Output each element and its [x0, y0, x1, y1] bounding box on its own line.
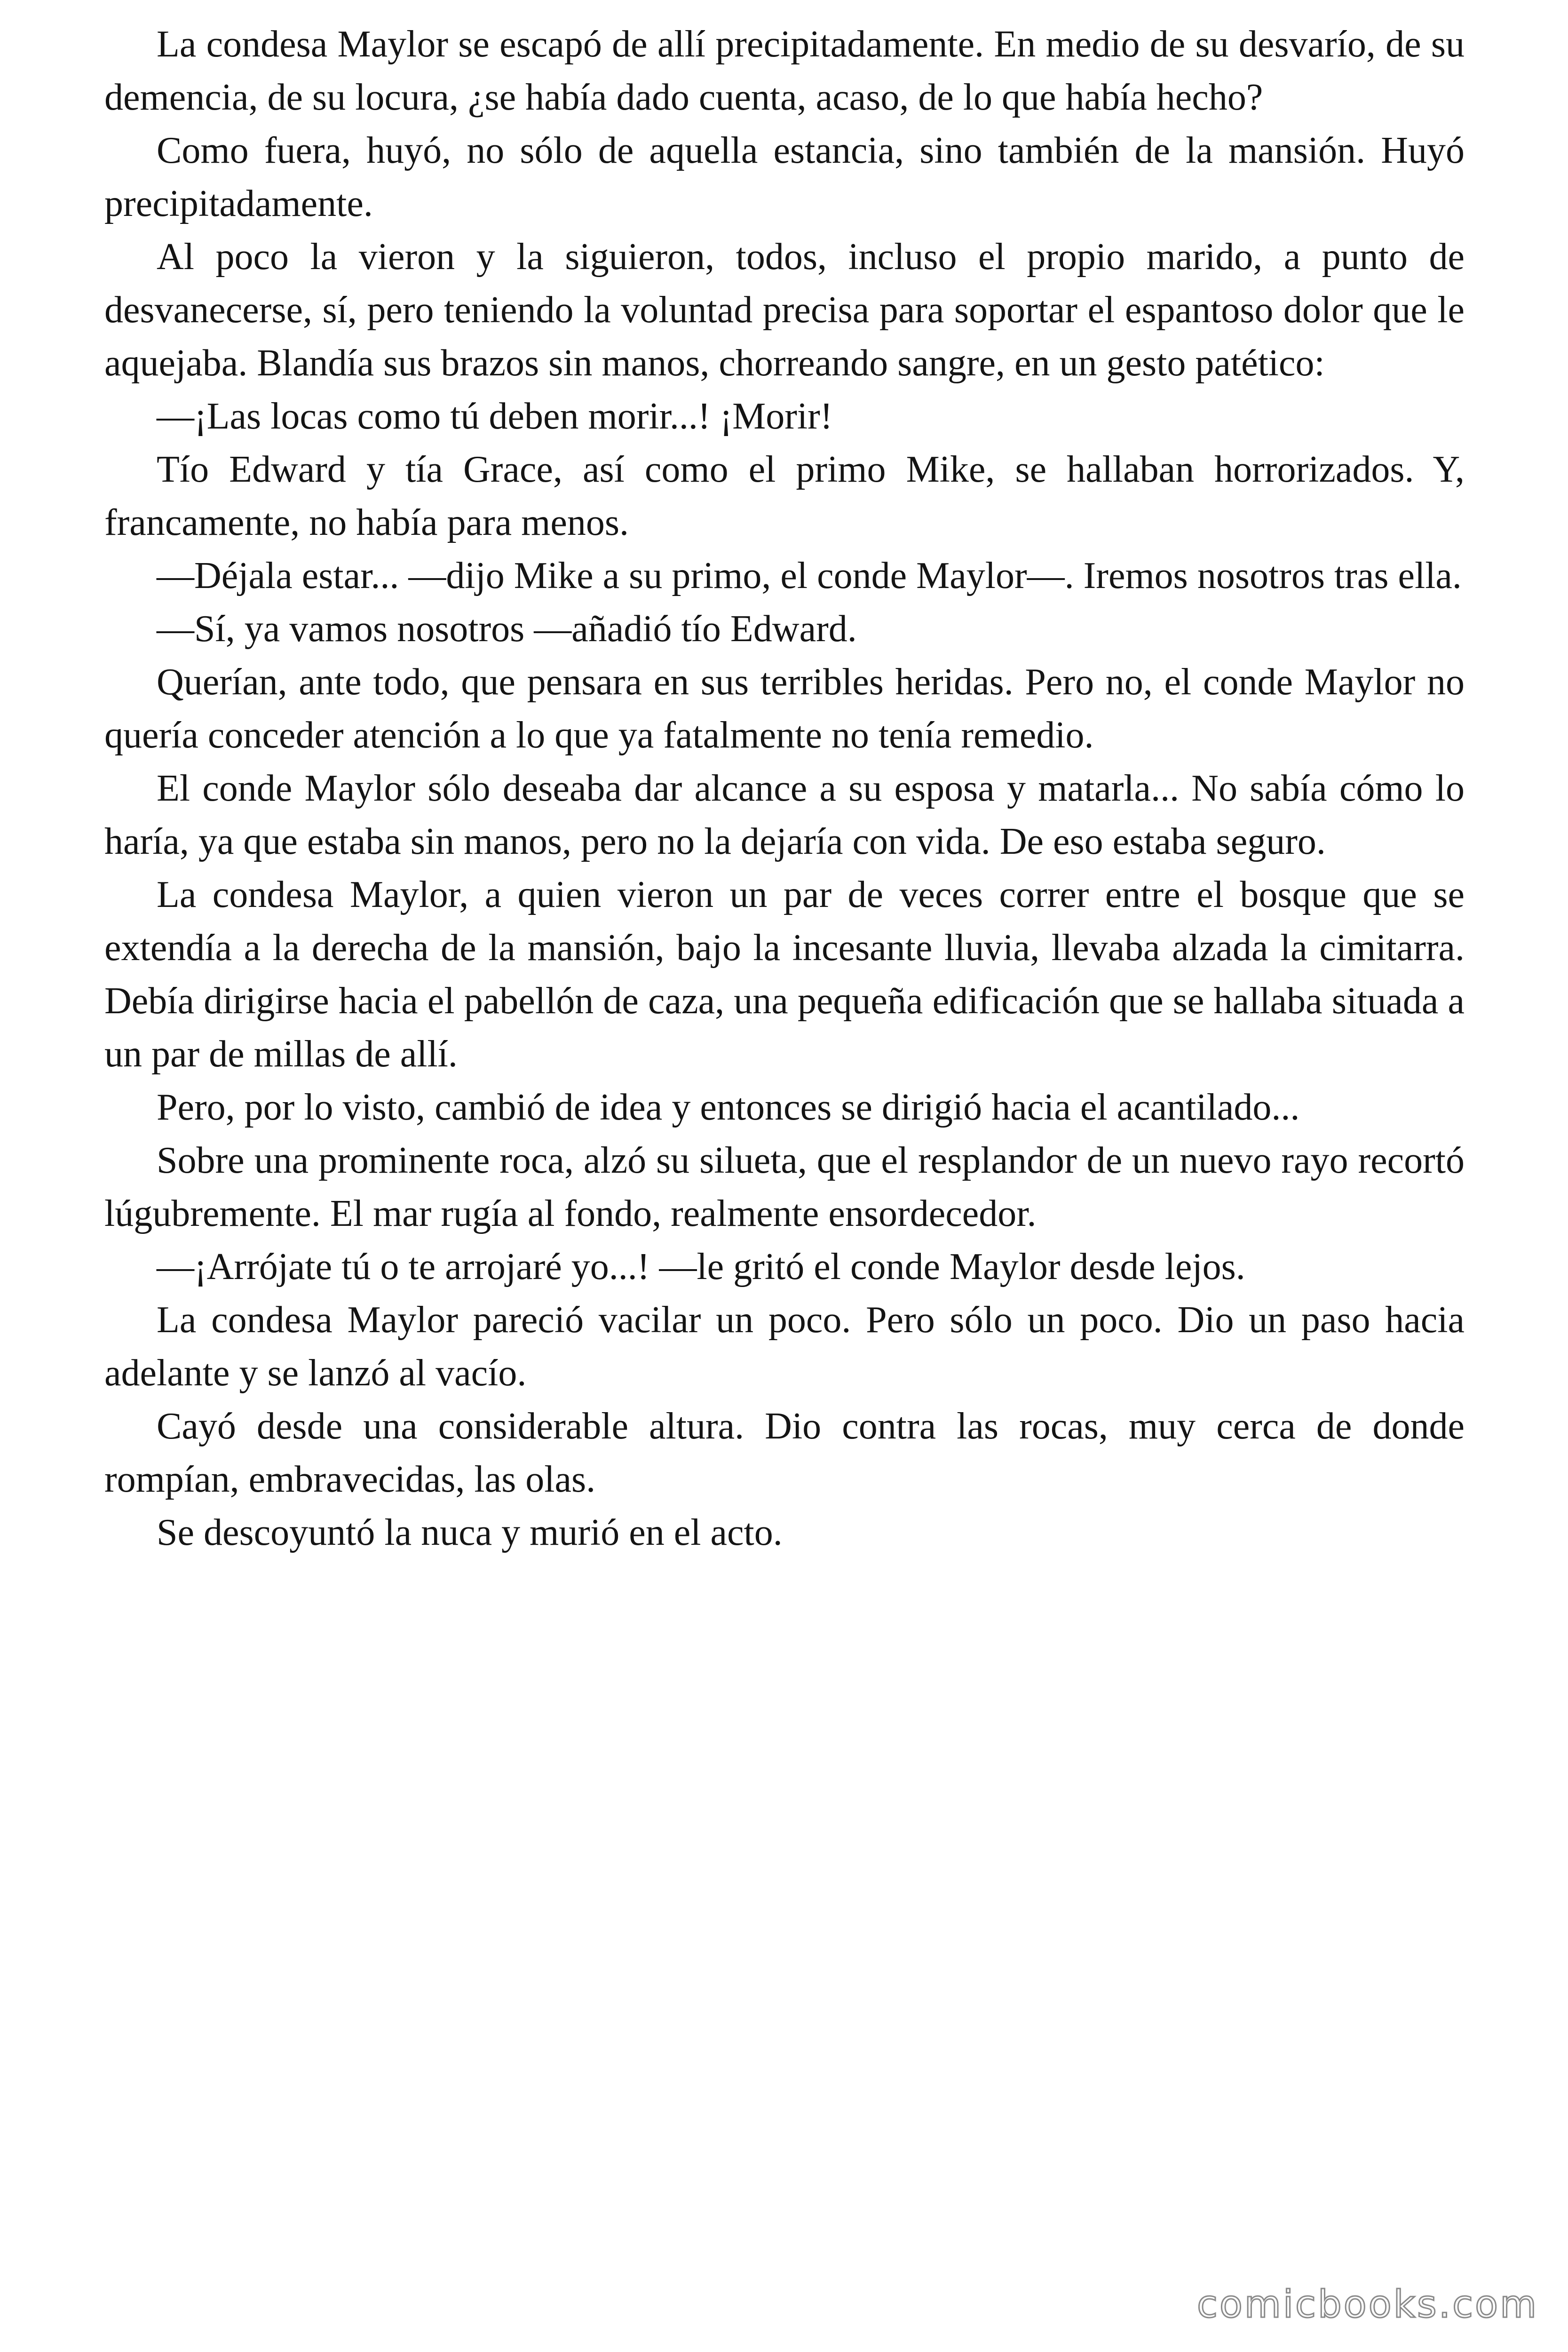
paragraph: Cayó desde una considerable altura. Dio contra las rocas, muy cerca de donde rompían, embravecidas, las olas.	[104, 1406, 1465, 1500]
dialogue-line: —¡Arrójate tú o te arrojaré yo...! —le gritó el conde Maylor desde lejos.	[157, 1246, 1245, 1287]
paragraph: Pero, por lo visto, cambió de idea y entonces se dirigió hacia el acantilado...	[157, 1087, 1300, 1128]
paragraph: Como fuera, huyó, no sólo de aquella estancia, sino también de la mansión. Huyó precipitadamente.	[104, 130, 1465, 224]
page-text	[104, 18, 1465, 1559]
paragraph: Se descoyuntó la nuca y murió en el acto.	[157, 1512, 783, 1553]
paragraph: La condesa Maylor, a quien vieron un par de veces correr entre el bosque que se extendía a la derecha de la mansión, bajo la incesante lluvia, llevaba alzada la cimitarra. Debía dirigirse hacia el pabellón de caza, una pequeña edificación que se hallaba situada a un par de millas de allí.	[104, 874, 1465, 1075]
paragraph: La condesa Maylor se escapó de allí precipitadamente. En medio de su desvarío, de su demencia, de su locura, ¿se había dado cuenta, acaso, de lo que había hecho?	[104, 24, 1465, 118]
paragraph: El conde Maylor sólo deseaba dar alcance a su esposa y matarla... No sabía cómo lo haría, ya que estaba sin manos, pero no la dejaría con vida. De eso estaba seguro.	[104, 768, 1465, 862]
paragraph: La condesa Maylor pareció vacilar un poco. Pero sólo un poco. Dio un paso hacia adelante y se lanzó al vacío.	[104, 1299, 1465, 1394]
dialogue-line: —Déjala estar... —dijo Mike a su primo, el conde Maylor—. Iremos nosotros tras ella.	[157, 555, 1462, 596]
paragraph: Sobre una prominente roca, alzó su silueta, que el resplandor de un nuevo rayo recortó lúgubremente. El mar rugía al fondo, realmente ensordecedor.	[104, 1140, 1465, 1234]
watermark: comicbooks.com	[1196, 2282, 1538, 2326]
dialogue-line: —Sí, ya vamos nosotros —añadió tío Edward.	[157, 608, 857, 650]
paragraph: Tío Edward y tía Grace, así como el primo Mike, se hallaban horrorizados. Y, francamente, no había para menos.	[104, 449, 1465, 543]
paragraph: Querían, ante todo, que pensara en sus terribles heridas. Pero no, el conde Maylor no quería conceder atención a lo que ya fatalmente no tenía remedio.	[104, 661, 1465, 756]
paragraph: Al poco la vieron y la siguieron, todos, incluso el propio marido, a punto de desvanecerse, sí, pero teniendo la voluntad precisa para soportar el espantoso dolor que le aquejaba. Blandía sus brazos sin manos, chorreando sangre, en un gesto patético:	[104, 236, 1465, 384]
dialogue-line: —¡Las locas como tú deben morir...! ¡Morir!	[157, 396, 833, 437]
